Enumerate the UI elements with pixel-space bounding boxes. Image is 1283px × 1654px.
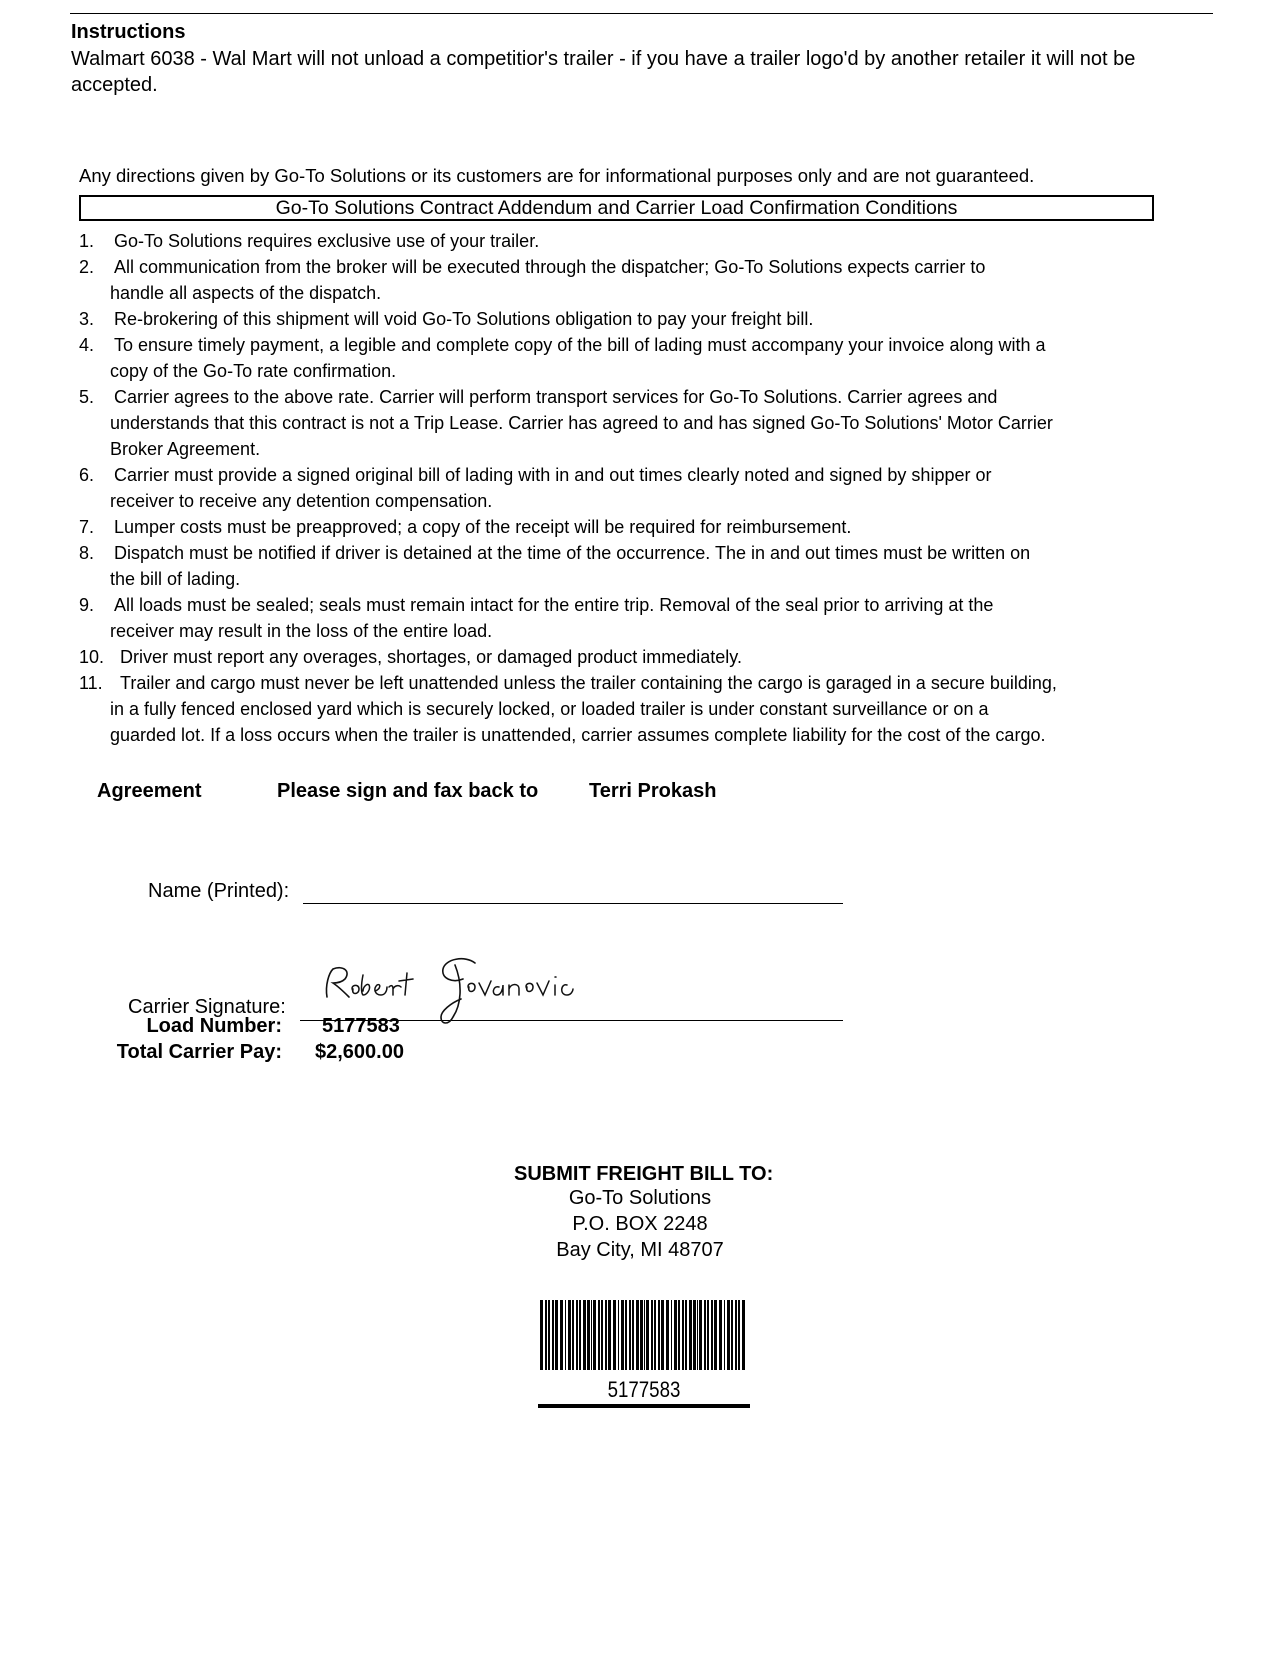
submit-city: Bay City, MI 48707 — [556, 1239, 724, 1261]
barcode-bar — [601, 1300, 603, 1370]
condition-number: 6. — [79, 465, 95, 485]
condition-line: Carrier must provide a signed original bill of lading with in and out times clearly noted and signed by shipper or — [114, 465, 992, 485]
barcode-bar — [727, 1300, 730, 1370]
condition-number: 1. — [79, 231, 95, 251]
barcode-bar — [644, 1300, 645, 1370]
barcode-bar — [671, 1300, 672, 1370]
load-number-value: 5177583 — [322, 1015, 400, 1037]
barcode-bar — [742, 1300, 745, 1370]
condition-line: Dispatch must be notified if driver is detained at the time of the occurrence. The in and out times must be written on — [114, 543, 1031, 563]
barcode-bar — [640, 1300, 643, 1370]
condition-item — [79, 670, 1219, 748]
condition-line: guarded lot. If a loss occurs when the trailer is unattended, carrier assumes complete liability for the cost of the cargo. — [110, 725, 1046, 745]
barcode-bar — [693, 1300, 696, 1370]
condition-line: Broker Agreement. — [110, 439, 261, 459]
condition-number: 9. — [79, 595, 95, 615]
barcode-bar — [545, 1300, 547, 1370]
barcode-bar — [685, 1300, 687, 1370]
conditions-list — [79, 228, 1219, 748]
condition-line: Carrier agrees to the above rate. Carrier will perform transport services for Go-To Solutions. Carrier agrees and — [114, 387, 998, 407]
barcode-bar — [591, 1300, 592, 1370]
condition-line: Trailer and cargo must never be left unattended unless the trailer containing the cargo is garaged in a secure building, — [120, 673, 1057, 693]
condition-item — [79, 644, 1219, 670]
condition-number: 8. — [79, 543, 95, 563]
barcode-bar — [583, 1300, 586, 1370]
barcode-bar — [731, 1300, 733, 1370]
barcode-bar — [548, 1300, 550, 1370]
agreement-label: Agreement — [97, 780, 202, 802]
condition-item — [79, 306, 1219, 332]
barcode-bar — [714, 1300, 717, 1370]
barcode-bar — [579, 1300, 581, 1370]
barcode-bar — [661, 1300, 664, 1370]
barcode — [538, 1300, 750, 1410]
barcode-number: 5177583 — [607, 1378, 681, 1403]
barcode-bar — [608, 1300, 611, 1370]
barcode-bar — [678, 1300, 680, 1370]
barcode-bar — [704, 1300, 706, 1370]
condition-line: Re-brokering of this shipment will void Go-To Solutions obligation to pay your freight bill. — [114, 309, 814, 329]
barcode-bar — [719, 1300, 722, 1370]
condition-item — [79, 384, 1219, 462]
barcode-bar — [699, 1300, 702, 1370]
fax-contact: Terri Prokash — [589, 780, 717, 802]
instructions-text: Walmart 6038 - Wal Mart will not unload a competitior's trailer - if you have a trailer logo'd by another retailer it will not be accepted. — [71, 48, 1136, 96]
barcode-bar — [555, 1300, 558, 1370]
condition-item — [79, 592, 1219, 644]
condition-item — [79, 462, 1219, 514]
condition-line: Lumper costs must be preapproved; a copy of the receipt will be required for reimbursement. — [114, 517, 852, 537]
barcode-bar — [568, 1300, 571, 1370]
condition-line: understands that this contract is not a Trip Lease. Carrier has agreed to and has signed Go-To Solutions' Motor Carrier — [110, 413, 1053, 433]
condition-item — [79, 514, 1219, 540]
barcode-bar — [689, 1300, 692, 1370]
barcode-bar — [658, 1300, 660, 1370]
barcode-bar — [697, 1300, 698, 1370]
barcode-bar — [572, 1300, 574, 1370]
condition-line: To ensure timely payment, a legible and complete copy of the bill of lading must accompany your invoice along with a — [114, 335, 1046, 355]
condition-number: 3. — [79, 309, 95, 329]
barcode-bar — [621, 1300, 624, 1370]
submit-heading: SUBMIT FREIGHT BILL TO: — [514, 1163, 774, 1185]
barcode-bar — [654, 1300, 656, 1370]
condition-item — [79, 540, 1219, 592]
barcode-bar — [598, 1300, 600, 1370]
condition-number: 10. — [79, 647, 105, 667]
condition-number: 2. — [79, 257, 95, 277]
condition-line: Driver must report any overages, shortages, or damaged product immediately. — [120, 647, 742, 667]
condition-item — [79, 254, 1219, 306]
condition-line: All loads must be sealed; seals must remain intact for the entire trip. Removal of the seal prior to arriving at the — [114, 595, 994, 615]
condition-line: Go-To Solutions requires exclusive use of your trailer. — [114, 231, 540, 251]
barcode-bar — [593, 1300, 596, 1370]
barcode-bar — [646, 1300, 649, 1370]
barcode-bar — [576, 1300, 578, 1370]
barcode-bar — [605, 1300, 607, 1370]
condition-line: receiver may result in the loss of the entire load. — [110, 621, 493, 641]
barcode-bar — [540, 1300, 543, 1370]
condition-line: All communication from the broker will be executed through the dispatcher; Go-To Solutions expects carrier to — [114, 257, 986, 277]
barcode-bar — [613, 1300, 616, 1370]
disclaimer: Any directions given by Go-To Solutions or its customers are for informational purposes only and are not guaranteed. — [79, 165, 1035, 186]
barcode-underline — [538, 1404, 750, 1408]
barcode-bar — [735, 1300, 737, 1370]
barcode-bar — [587, 1300, 590, 1370]
name-printed-field[interactable] — [303, 903, 843, 904]
condition-item — [79, 228, 1219, 254]
barcode-bar — [636, 1300, 639, 1370]
condition-number: 5. — [79, 387, 95, 407]
instructions-title: Instructions — [71, 21, 186, 43]
barcode-bar — [707, 1300, 709, 1370]
barcode-bar — [682, 1300, 684, 1370]
barcode-bar — [565, 1300, 566, 1370]
barcode-bar — [711, 1300, 713, 1370]
barcode-bar — [674, 1300, 677, 1370]
condition-line: handle all aspects of the dispatch. — [110, 283, 382, 303]
barcode-bar — [724, 1300, 725, 1370]
condition-item — [79, 332, 1219, 384]
condition-line: in a fully fenced enclosed yard which is securely locked, or loaded trailer is under constant surveillance or on a — [110, 699, 989, 719]
barcode-bar — [738, 1300, 740, 1370]
condition-number: 4. — [79, 335, 95, 355]
top-rule — [70, 13, 1213, 14]
barcode-bar — [560, 1300, 563, 1370]
condition-number: 7. — [79, 517, 95, 537]
submit-company: Go-To Solutions — [568, 1187, 712, 1209]
fax-prompt: Please sign and fax back to — [277, 780, 539, 802]
submit-po-box: P.O. BOX 2248 — [572, 1213, 708, 1235]
barcode-bar — [625, 1300, 627, 1370]
barcode-bar — [629, 1300, 631, 1370]
barcode-bar — [651, 1300, 653, 1370]
load-number-label: Load Number: — [146, 1015, 282, 1037]
condition-line: copy of the Go-To rate confirmation. — [110, 361, 397, 381]
condition-line: the bill of lading. — [110, 569, 241, 589]
barcode-bar — [552, 1300, 554, 1370]
barcode-bar — [666, 1300, 669, 1370]
barcode-bar — [632, 1300, 634, 1370]
addendum-title: Go-To Solutions Contract Addendum and Carrier Load Confirmation Conditions — [79, 195, 1154, 221]
barcode-bars — [540, 1300, 745, 1370]
condition-line: receiver to receive any detention compensation. — [110, 491, 493, 511]
total-pay-label: Total Carrier Pay: — [116, 1041, 282, 1063]
carrier-signature-label: Carrier Signature: — [128, 996, 286, 1018]
condition-number: 11. — [79, 673, 103, 693]
name-printed-label: Name (Printed): — [148, 880, 290, 902]
total-pay-value: $2,600.00 — [315, 1041, 404, 1063]
barcode-bar — [618, 1300, 619, 1370]
